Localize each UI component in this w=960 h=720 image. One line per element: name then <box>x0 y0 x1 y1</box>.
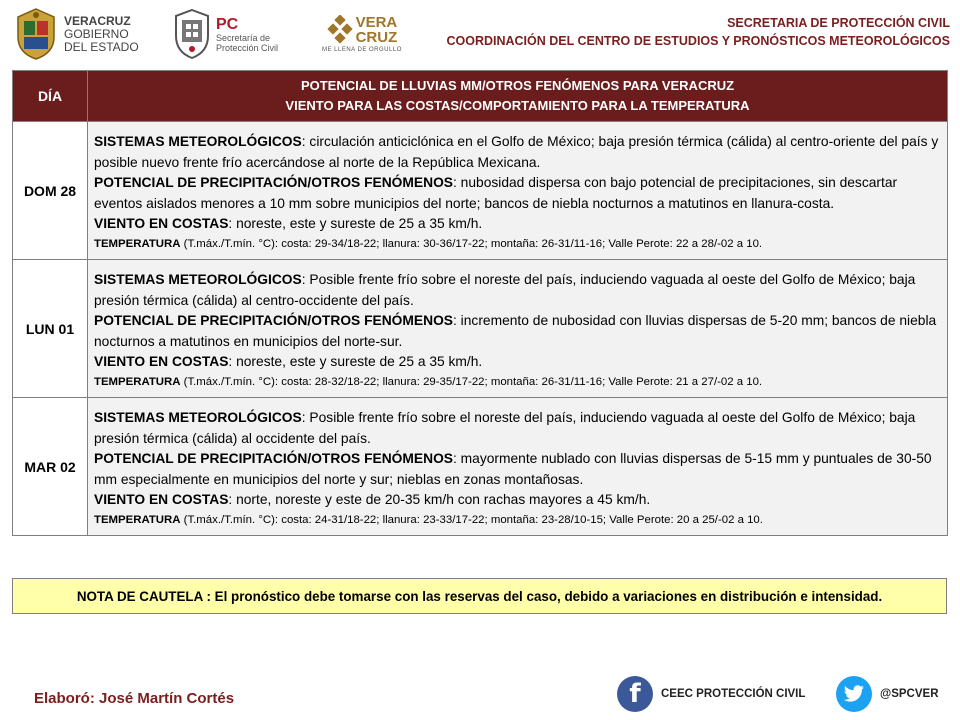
precip-label: POTENCIAL DE PRECIPITACIÓN/OTROS FENÓMENOS <box>94 451 454 466</box>
forecast-header-line: POTENCIAL DE LLUVIAS MM/OTROS FENÓMENOS PARA VERACRUZ <box>300 78 735 93</box>
table-row <box>13 260 948 398</box>
temp-text: : costa: 28-32/18-22; llanura: 29-35/17-22; montaña: 26-31/11-16; Valle Perote: 21 a 27/-02 a 10. <box>274 375 763 388</box>
twitter-link[interactable] <box>836 676 939 712</box>
systems-text: : Posible frente frío sobre el noreste del país, induciendo vaguada al oeste del Golfo de México; baja presión térmica (cálida) al occidente del país. <box>94 410 916 446</box>
systems-label: SISTEMAS METEOROLÓGICOS <box>94 134 302 149</box>
systems-text: : Posible frente frío sobre el noreste del país, induciendo vaguada al oeste del Golfo de México; baja presión térmica (cálida) al centro-occidente del país. <box>94 272 916 308</box>
temp-units: (T.máx./T.mín. °C) <box>183 375 275 388</box>
veracruz-government-logo <box>14 6 139 62</box>
pc-logo-title: PC <box>216 15 239 33</box>
veracruz-logo-line: DEL ESTADO <box>64 39 139 54</box>
veracruz-pattern-icon <box>327 15 353 45</box>
twitter-bird-icon <box>843 685 865 703</box>
header <box>0 0 960 68</box>
systems-label: SISTEMAS METEOROLÓGICOS <box>94 272 302 287</box>
twitter-icon[interactable] <box>836 676 872 712</box>
wind-text: : noreste, este y sureste de 25 a 35 km/h. <box>228 354 483 369</box>
agency-title <box>446 14 950 50</box>
forecast-column-header <box>88 71 948 122</box>
table-row <box>13 122 948 260</box>
precip-text: : mayormente nublado con lluvias dispersas de 5-15 mm y puntuales de 30-50 mm especialmente en municipios del norte y sur; nieblas en zonas montañosas. <box>94 451 932 487</box>
forecast-cell <box>88 260 948 398</box>
day-cell: MAR 02 <box>13 398 88 536</box>
precip-text: : nubosidad dispersa con bajo potencial de precipitaciones, sin descartar eventos aislados menores a 10 mm sobre municipios del norte; bancos de niebla nocturnos a matutinos en llanura-costa. <box>94 175 898 211</box>
day-cell: LUN 01 <box>13 260 88 398</box>
table-row <box>13 398 948 536</box>
temp-label: TEMPERATURA <box>94 375 181 388</box>
forecast-cell <box>88 398 948 536</box>
author-credit: Elaboró: José Martín Cortés <box>34 690 235 707</box>
temp-units: (T.máx./T.mín. °C) <box>183 237 275 250</box>
forecast-cell <box>88 122 948 260</box>
day-cell: DOM 28 <box>13 122 88 260</box>
wind-text: : norte, noreste y este de 20-35 km/h con rachas mayores a 45 km/h. <box>228 492 651 507</box>
forecast-header-line: VIENTO PARA LAS COSTAS/COMPORTAMIENTO PARA LA TEMPERATURA <box>285 98 750 113</box>
temp-label: TEMPERATURA <box>94 237 181 250</box>
precip-text: : incremento de nubosidad con lluvias dispersas de 5-20 mm; bancos de niebla nocturnos a matutinos en municipios del norte-sur. <box>94 313 937 349</box>
temp-text: : costa: 24-31/18-22; llanura: 23-33/17-22; montaña: 23-28/10-15; Valle Perote: 20 a 25/-02 a 10. <box>274 513 763 526</box>
pc-shield-icon <box>172 8 212 60</box>
veracruz-brand-logo <box>322 6 402 62</box>
temp-text: : costa: 29-34/18-22; llanura: 30-36/17-22; montaña: 26-31/11-16; Valle Perote: 22 a 28/-02 a 10. <box>274 237 763 250</box>
agency-line: SECRETARIA DE PROTECCIÓN CIVIL <box>727 16 950 30</box>
veracruz-brand-tagline: ME LLENA DE ORGULLO <box>322 47 402 53</box>
temp-label: TEMPERATURA <box>94 513 181 526</box>
pc-logo-subtitle: Protección Civil <box>216 42 279 53</box>
systems-label: SISTEMAS METEOROLÓGICOS <box>94 410 302 425</box>
caution-note-text: NOTA DE CAUTELA : El pronóstico debe tomarse con las reservas del caso, debido a variaciones en distribución e intensidad. <box>76 588 883 604</box>
coat-of-arms-icon <box>14 7 58 61</box>
facebook-icon[interactable] <box>617 676 653 712</box>
wind-label: VIENTO EN COSTAS <box>94 354 229 369</box>
veracruz-brand-word: VERA <box>355 14 398 31</box>
veracruz-logo-line: VERACRUZ <box>64 13 131 28</box>
facebook-link[interactable] <box>617 676 805 712</box>
forecast-table <box>12 70 948 536</box>
twitter-label[interactable]: @SPCVER <box>880 688 939 700</box>
temp-units: (T.máx./T.mín. °C) <box>183 513 275 526</box>
wind-label: VIENTO EN COSTAS <box>94 492 229 507</box>
pc-logo-subtitle: Secretaría de <box>216 32 271 43</box>
veracruz-logo-line: GOBIERNO <box>64 26 129 41</box>
wind-label: VIENTO EN COSTAS <box>94 216 229 231</box>
precip-label: POTENCIAL DE PRECIPITACIÓN/OTROS FENÓMENOS <box>94 313 454 328</box>
precip-label: POTENCIAL DE PRECIPITACIÓN/OTROS FENÓMENOS <box>94 175 454 190</box>
wind-text: : noreste, este y sureste de 25 a 35 km/h. <box>228 216 483 231</box>
day-column-header: DÍA <box>13 71 88 122</box>
facebook-glyph: f <box>629 679 641 709</box>
facebook-label[interactable]: CEEC PROTECCIÓN CIVIL <box>661 688 806 700</box>
table-header-row <box>13 71 948 122</box>
caution-note <box>12 578 947 614</box>
systems-text: : circulación anticiclónica en el Golfo de México; baja presión térmica (cálida) al centro-oriente del país y posible nuevo frente frío acercándose al norte de la República Mexicana. <box>94 134 939 170</box>
agency-line: COORDINACIÓN DEL CENTRO DE ESTUDIOS Y PRONÓSTICOS METEOROLÓGICOS <box>446 34 950 48</box>
proteccion-civil-logo <box>172 6 278 62</box>
veracruz-brand-word: CRUZ <box>355 29 398 46</box>
